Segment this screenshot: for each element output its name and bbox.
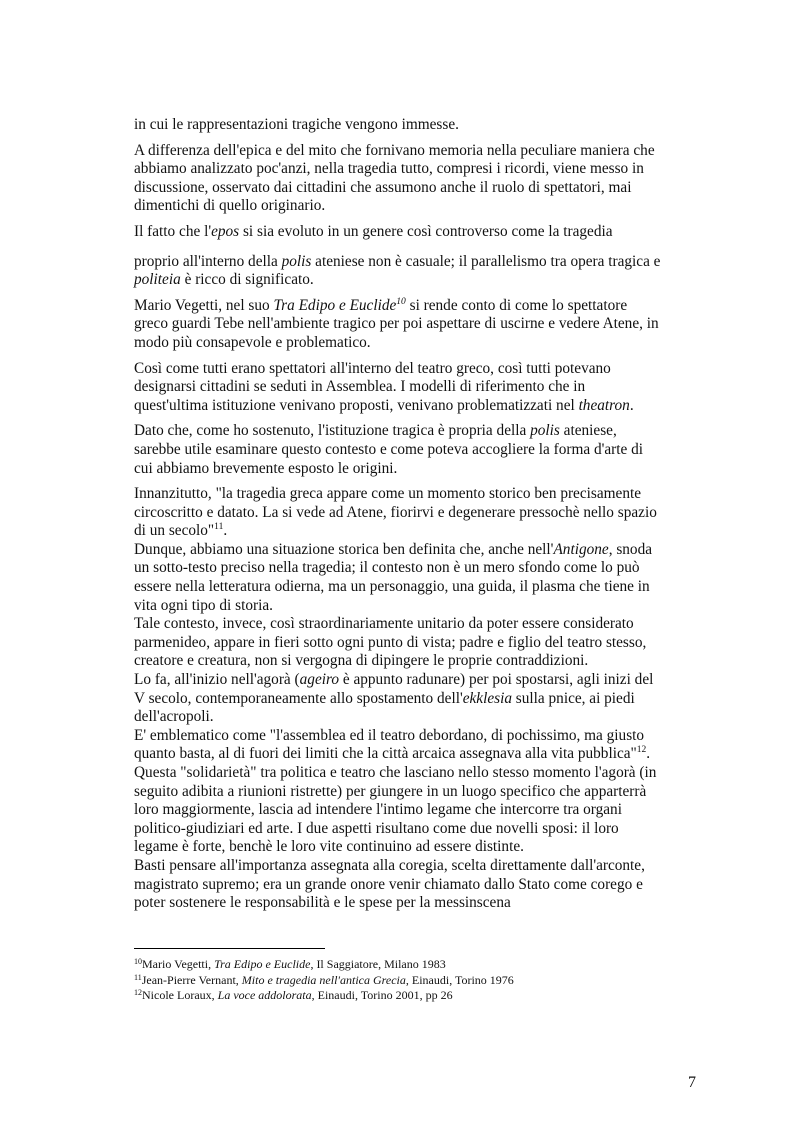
footnote-separator [134, 948, 325, 949]
italic-term: ekklesia [462, 689, 512, 707]
paragraph: Dunque, abbiamo una situazione storica ben definita che, anche nell'Antigone, snoda un sotto-testo preciso nella tragedia; il contesto non è un mero sfondo come lo può essere nella letteratura odierna, ma un personaggio, una guida, il plasma che tiene in vita ogni tipo di storia. [134, 540, 653, 614]
footnote-ref: 11 [214, 522, 224, 533]
footnotes [134, 957, 662, 1004]
italic-term: Antigone [553, 540, 609, 558]
paragraph: A differenza dell'epica e del mito che fornivano memoria nella peculiare maniera che abbiamo analizzato poc'anzi, nella tragedia tutto, compresi i ricordi, viene messo in discussione, osservato dai cittadini che assumono anche il ruolo di spettatori, mai dimentichi di quello originario. [134, 141, 655, 215]
footnote-ref: 12 [636, 745, 647, 756]
paragraph: Il fatto che l'epos si sia evoluto in un genere così controverso come la tragedia [134, 222, 613, 240]
body-text [134, 116, 662, 913]
paragraph: in cui le rappresentazioni tragiche vengono immesse. [134, 116, 459, 133]
italic-term: ageiro [299, 671, 340, 689]
paragraph: Lo fa, all'inizio nell'agorà (ageiro è appunto radunare) per poi spostarsi, agli inizi del V secolo, contemporaneamente allo spostamento dell'ekklesia sulla pnice, ai piedi dell'acropoli. [134, 671, 654, 726]
paragraph: Dato che, come ho sostenuto, l'istituzione tragica è propria della polis ateniese, sarebbe utile esaminare questo contesto e come poteva accogliere la forma d'arte di cui abbiamo brevemente esposto le origini. [134, 422, 644, 477]
italic-term: epos [211, 222, 240, 240]
page-number: 7 [688, 1074, 696, 1091]
paragraph: Mario Vegetti, nel suo Tra Edipo e Euclide$^{10}$ si rende conto di come lo spettatore greco guardi Tebe nell'ambiente tragico per poi aspettare di uscirne e vedere Atene, in modo più consapevole e problematico. [134, 296, 659, 351]
paragraph: Innanzitutto, "la tragedia greca appare come un momento storico ben precisamente circoscritto e datato. La si vede ad Atene, fiorirvi e degenerare pressochè nello spazio di un secolo"$^{11}$. [134, 485, 657, 540]
footnote: $^{11}$Jean-Pierre Vernant, Mito e tragedia nell'antica Grecia, Einaudi, Torino 1976 [134, 972, 514, 987]
italic-term: politeia [134, 271, 181, 289]
footnote: $^{12}$Nicole Loraux, La voce addolorata, Einaudi, Torino 2001, pp 26 [134, 988, 453, 1003]
italic-term: theatron [578, 396, 630, 414]
footnote: $^{10}$Mario Vegetti, Tra Edipo e Euclide, Il Saggiatore, Milano 1983 [134, 957, 446, 971]
italic-term: polis [530, 422, 560, 440]
footnote-ref: 10 [396, 296, 406, 307]
paragraph: Basti pensare all'importanza assegnata alla coregia, scelta direttamente dall'arconte, magistrato supremo; era un grande onore venir chiamato dallo Stato come corego e poter sostenere le responsabilità e le spese per la messinscena [134, 856, 645, 912]
italic-term: Tra Edipo e Euclide [273, 296, 397, 314]
paragraph: Tale contesto, invece, così straordinariamente unitario da poter essere considerato parmenideo, appare in fieri sotto ogni punto di vista; padre e figlio del teatro stesso, creatore e creatura, non si vergogna di dipingere le proprie contraddizioni. [134, 615, 647, 670]
paragraph: E' emblematico come "l'assemblea ed il teatro debordano, di pochissimo, ma giusto quanto basta, al di fuori dei limiti che la città arcaica assegnava alla vita pubblica"$^{12}$. Questa "solidarietà" tra politica e teatro che lasciano nello stesso momento l'agorà (in seguito adibita a riunioni ristrette) per giungere in un luogo specifico che apparterrà loro maggiormente, lascia ad intendere l'intimo legame che intercorre tra organi politico-giudiziari ed arte. I due aspetti risultano come due novelli sposi: il loro legame è forte, benchè le loro vite continuino ad essere distinte. [134, 726, 657, 856]
italic-term: polis [281, 252, 312, 270]
paragraph: proprio all'interno della polis ateniese non è casuale; il parallelismo tra opera tragica e politeia è ricco di significato. [134, 252, 661, 289]
paragraph: Così come tutti erano spettatori all'interno del teatro greco, così tutti potevano designarsi cittadini se seduti in Assemblea. I modelli di riferimento che in quest'ultima istituzione venivano proposti, venivano problematizzati nel theatron. [134, 359, 634, 414]
